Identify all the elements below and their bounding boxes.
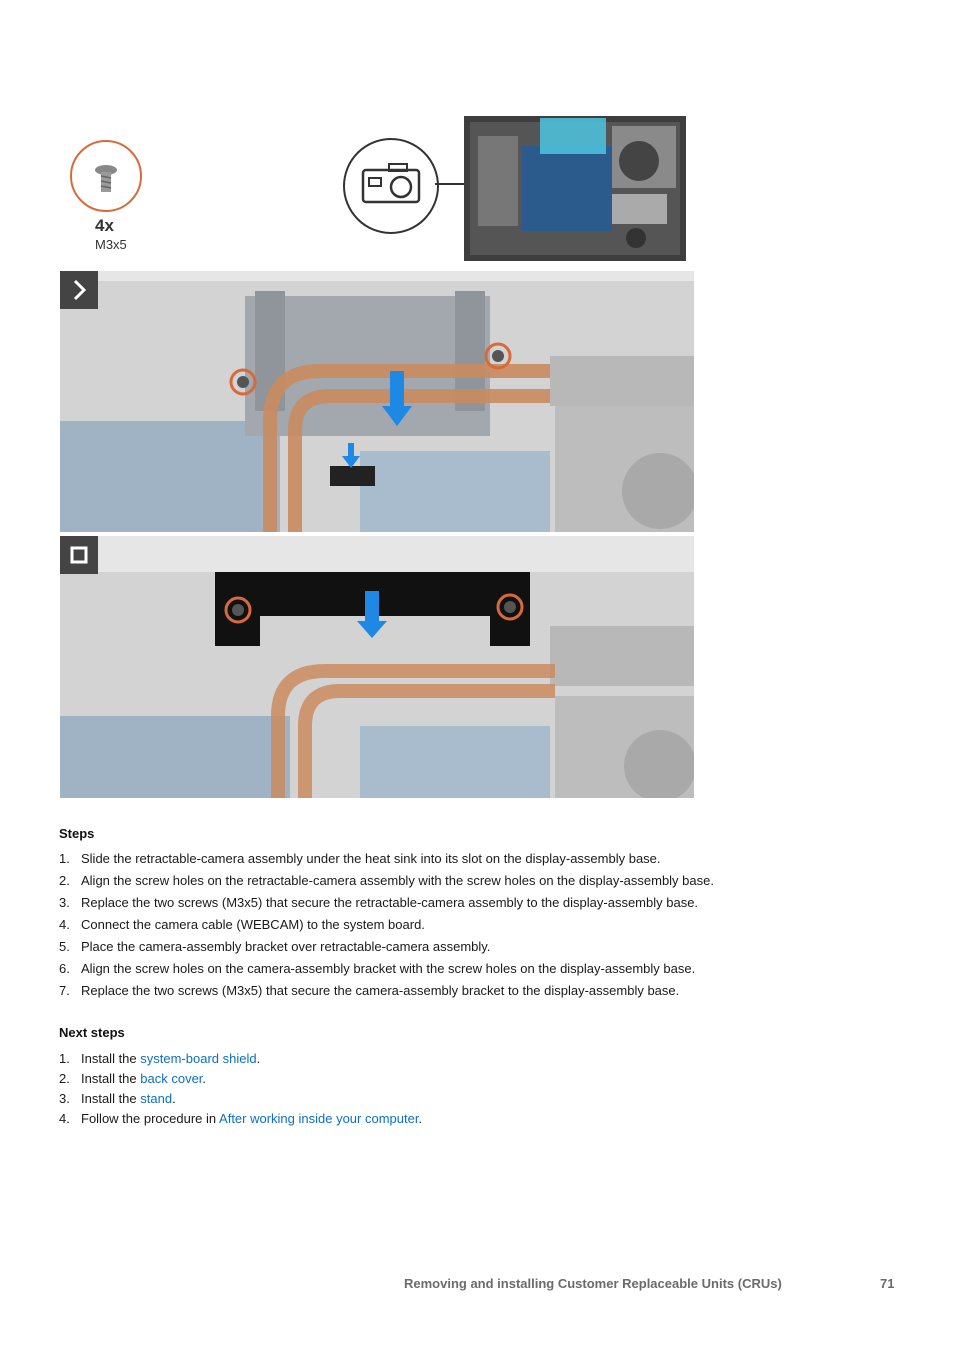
- list-item: 1. Install the system-board shield.: [59, 1051, 261, 1066]
- next-steps-list: [59, 1049, 422, 1129]
- next-steps-heading: Next steps: [59, 1025, 125, 1040]
- stop-square-icon: [60, 536, 98, 574]
- camera-bracket-illustration: [60, 536, 694, 798]
- step1-panel: [60, 271, 694, 532]
- list-item: 3. Install the stand.: [59, 1091, 176, 1106]
- list-item: 7. Replace the two screws (M3x5) that secure the camera-assembly bracket to the display-assembly base.: [59, 983, 680, 998]
- camera-icon: [343, 138, 439, 234]
- chevron-right-icon: [60, 271, 98, 309]
- list-item: 6. Align the screw holes on the camera-assembly bracket with the screw holes on the display-assembly base.: [59, 961, 696, 976]
- retractable-camera-illustration: [60, 271, 694, 532]
- screw-count: 4x: [95, 216, 114, 235]
- list-item: 3. Replace the two screws (M3x5) that secure the retractable-camera assembly to the display-assembly base.: [59, 895, 699, 910]
- steps-heading: Steps: [59, 826, 95, 841]
- list-item: 1. Slide the retractable-camera assembly under the heat sink into its slot on the display-assembly base.: [59, 851, 661, 866]
- installation-figure: [60, 104, 694, 798]
- page-number: 71: [880, 1276, 895, 1291]
- list-item: 2. Install the back cover.: [59, 1071, 207, 1086]
- system-overview-image: [464, 116, 686, 261]
- steps-list: [59, 848, 714, 1002]
- after-working-link[interactable]: After working inside your computer: [219, 1111, 419, 1126]
- stand-link[interactable]: stand: [140, 1091, 173, 1106]
- screw-size: M3x5: [95, 237, 127, 252]
- list-item: 4. Follow the procedure in After working inside your computer.: [59, 1111, 423, 1126]
- list-item: 4. Connect the camera cable (WEBCAM) to the system board.: [59, 917, 425, 932]
- screw-icon: [70, 140, 142, 212]
- footer-section-title: Removing and installing Customer Replaceable Units (CRUs): [404, 1276, 782, 1291]
- list-item: 2. Align the screw holes on the retractable-camera assembly with the screw holes on the display-assembly base.: [59, 873, 714, 888]
- list-item: 5. Place the camera-assembly bracket over retractable-camera assembly.: [59, 939, 491, 954]
- system-board-shield-link[interactable]: system-board shield: [140, 1051, 257, 1066]
- step2-panel: [60, 536, 694, 798]
- back-cover-link[interactable]: back cover: [140, 1071, 203, 1086]
